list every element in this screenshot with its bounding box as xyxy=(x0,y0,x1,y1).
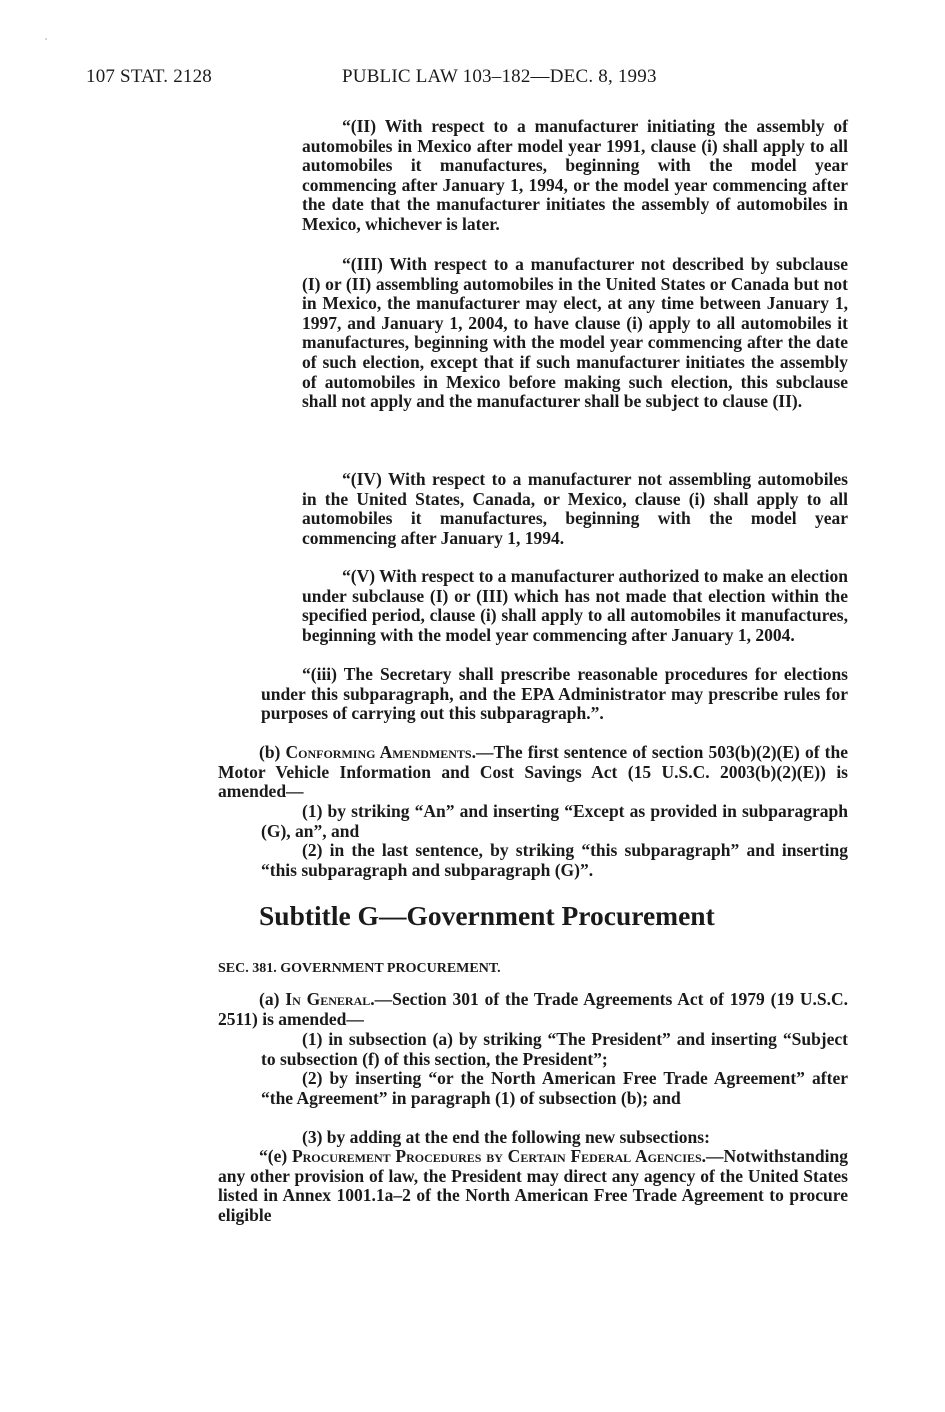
conforming-heading: Conforming Amendments. xyxy=(285,742,476,762)
in-general xyxy=(218,990,848,1029)
general-item-1: (1) in subsection (a) by striking “The President” and inserting “Subject to subsection (f) of this section, the President”; xyxy=(261,1029,848,1069)
stat-page-number: 107 STAT. 2128 xyxy=(86,66,213,87)
subclause-ii: “(II) With respect to a manufacturer initiating the assembly of automobiles in Mexico after model year 1991, clause (i) shall apply to all automobiles it manufactures, beginning with the model year commencing after January 1, 1994, or the model year commencing after the date that the manufacturer initiates the assembly of automobiles in Mexico, whichever is later. xyxy=(302,116,848,234)
procurement-heading: Procurement Procedures by Certain Federal Agencies. xyxy=(291,1146,706,1166)
subclause-v: “(V) With respect to a manufacturer authorized to make an election under subclause (I) or (III) which has not made that election within the specified period, clause (i) shall apply to all automobiles it manufactures, beginning with the model year commencing after January 1, 2004. xyxy=(302,566,848,645)
conforming-amendments xyxy=(218,743,848,802)
subclause-iii: “(III) With respect to a manufacturer not described by subclause (I) or (II) assembling automobiles in the United States or Canada but not in Mexico, the manufacturer may elect, at any time between January 1, 1997, and January 1, 2004, to have clause (i) apply to all automobiles it manufactures, beginning with the model year commencing after the date of such election, except that if such manufacturer initiates the assembly of automobiles in Mexico before making such election, this subclause shall not apply and the manufacturer shall be subject to clause (II). xyxy=(302,254,848,412)
conforming-text: —The first sentence of section 503(b)(2)(E) of the Motor Vehicle Information and Cost Savings Act (15 U.S.C. 2003(b)(2)(E)) is amended— xyxy=(218,742,848,802)
general-text: —Section 301 of the Trade Agreements Act of 1979 (19 U.S.C. 2511) is amended— xyxy=(218,989,848,1029)
conforming-item-2: (2) in the last sentence, by striking “this subparagraph” and inserting “this subparagraph and subparagraph (G)”. xyxy=(261,840,848,880)
section-heading: SEC. 381. GOVERNMENT PROCUREMENT. xyxy=(218,961,501,976)
general-label: (a) xyxy=(259,989,286,1009)
subclause-iv: “(IV) With respect to a manufacturer not assembling automobiles in the United States, Canada, or Mexico, clause (i) shall apply to all automobiles it manufactures, beginning with the model year commencing after January 1, 1994. xyxy=(302,469,848,548)
general-item-3: (3) by adding at the end the following new subsections: xyxy=(302,1127,710,1147)
page-header xyxy=(86,66,866,96)
procurement-procedures xyxy=(218,1147,848,1225)
general-heading: In General. xyxy=(285,989,375,1009)
public-law-citation: PUBLIC LAW 103–182—DEC. 8, 1993 xyxy=(342,66,657,87)
procurement-text: —Notwithstanding any other provision of law, the President may direct any agency of the United States listed in Annex 1001.1a–2 of the North American Free Trade Agreement to procure eligible xyxy=(218,1146,848,1225)
scan-speck xyxy=(45,38,47,40)
subtitle-heading: Subtitle G—Government Procurement xyxy=(259,900,715,931)
conforming-label: (b) xyxy=(259,742,286,762)
clause-iii: “(iii) The Secretary shall prescribe reasonable procedures for elections under this subparagraph, and the EPA Administrator may prescribe rules for purposes of carrying out this subparagraph.”. xyxy=(261,664,848,724)
general-item-2: (2) by inserting “or the North American Free Trade Agreement” after “the Agreement” in paragraph (1) of subsection (b); and xyxy=(261,1068,848,1108)
procurement-label: “(e) xyxy=(259,1146,292,1166)
conforming-item-1: (1) by striking “An” and inserting “Except as provided in subparagraph (G), an”, and xyxy=(261,801,848,841)
